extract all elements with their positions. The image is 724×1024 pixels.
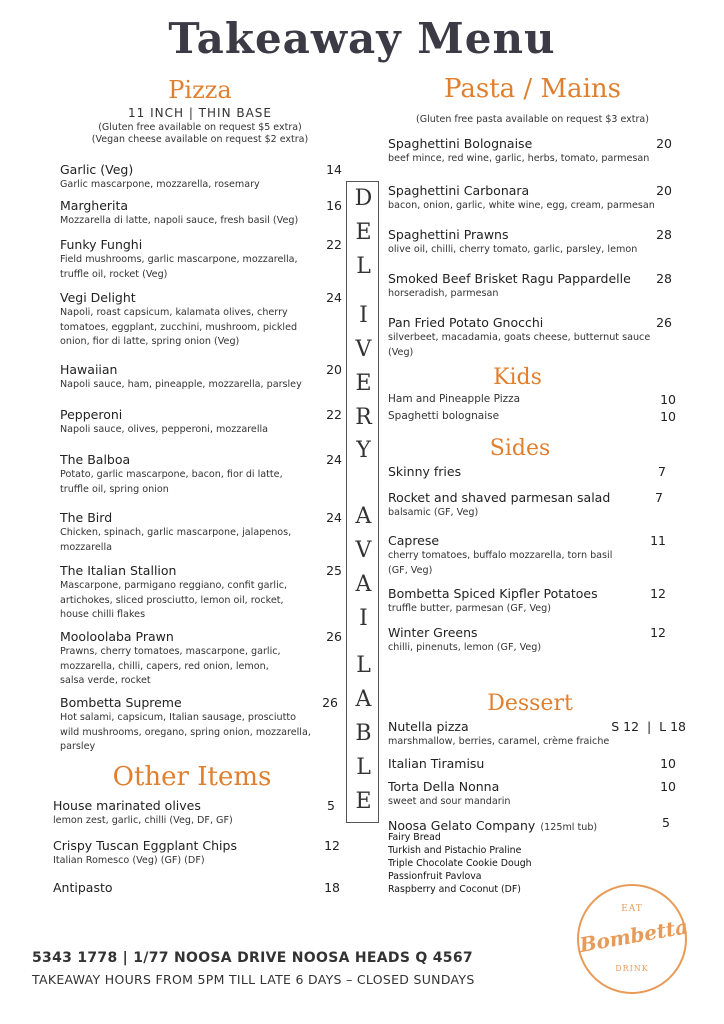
item-price: 16	[326, 198, 342, 213]
item-name: Nutella pizza	[388, 719, 469, 734]
item-price: 26	[326, 629, 342, 644]
banner-letter: L	[356, 653, 371, 678]
item-desc: cherry tomatoes, buffalo mozzarella, torn basil (GF, Veg)	[388, 550, 613, 576]
item-name: Rocket and shaved parmesan salad	[388, 490, 611, 505]
item-name: Italian Tiramisu	[388, 756, 485, 771]
pizza-heading: Pizza	[168, 76, 232, 104]
item-price: 26	[656, 315, 672, 330]
banner-letter: I	[359, 303, 368, 328]
item-name: Vegi Delight	[60, 290, 136, 305]
menu-item	[388, 625, 541, 656]
item-price: 20	[326, 362, 342, 377]
logo-drink: DRINK	[615, 964, 649, 973]
menu-item	[388, 533, 612, 578]
item-name: Funky Funghi	[60, 237, 143, 252]
item-name: Spaghettini Bolognaise	[388, 136, 533, 151]
item-desc: horseradish, parmesan	[388, 288, 499, 299]
menu-item	[60, 237, 298, 282]
bombetta-logo	[577, 884, 690, 994]
banner-letter: A	[355, 687, 372, 712]
item-desc: Napoli, roast capsicum, kalamata olives, cherry tomatoes, eggplant, zucchini, mushroom, pickled onion, fior di latte, spring onion (Veg)	[60, 307, 298, 347]
footer-hours: TAKEAWAY HOURS FROM 5PM TILL LATE 6 DAYS – CLOSED SUNDAYS	[32, 972, 475, 987]
menu-item	[388, 490, 610, 521]
item-desc: Mascarpone, parmigano reggiano, confit garlic, artichokes, sliced prosciutto, lemon oil, rocket, house chilli flakes	[60, 580, 288, 620]
item-desc: Chicken, spinach, garlic mascarpone, jalapenos, mozzarella	[60, 527, 292, 553]
dessert-heading: Dessert	[487, 691, 573, 716]
item-desc: Field mushrooms, garlic mascarpone, mozzarella, truffle oil, rocket (Veg)	[60, 254, 298, 280]
item-price: 25	[326, 563, 342, 578]
item-name: Hawaiian	[60, 362, 118, 377]
item-name: Margherita	[60, 198, 129, 213]
item-name: Spaghettini Prawns	[388, 227, 509, 242]
item-name: Torta Della Nonna	[388, 779, 500, 794]
menu-title: Takeaway Menu	[168, 14, 556, 63]
banner-letter: V	[355, 538, 372, 563]
menu-item	[60, 695, 311, 755]
item-name: Caprese	[388, 533, 440, 548]
menu-item	[388, 756, 484, 771]
menu-item	[60, 198, 298, 229]
item-price: 18	[324, 880, 340, 895]
item-desc: olive oil, chilli, cherry tomato, garlic, parsley, lemon	[388, 244, 638, 255]
menu-item	[60, 290, 297, 350]
item-desc: silverbeet, macadamia, goats cheese, butternut sauce (Veg)	[388, 332, 651, 358]
item-price: S 12 | L 18	[611, 719, 686, 734]
flavour-item: Passionfruit Pavlova	[388, 871, 482, 882]
flavour-item: Fairy Bread	[388, 832, 441, 843]
item-desc: sweet and sour mandarin	[388, 796, 511, 807]
item-name: Antipasto	[53, 880, 113, 895]
menu-item	[60, 510, 291, 555]
item-desc: Prawns, cherry tomatoes, mascarpone, garlic, mozzarella, chilli, capers, red onion, lemon, salsa verde, rocket	[60, 646, 281, 686]
banner-letter: R	[355, 405, 372, 430]
item-price: 14	[326, 162, 342, 177]
item-name: The Bird	[60, 510, 113, 525]
flavour-item: Raspberry and Coconut (DF)	[388, 884, 521, 895]
item-name: Crispy Tuscan Eggplant Chips	[53, 838, 237, 853]
menu-item	[60, 407, 268, 438]
menu-item	[388, 227, 637, 258]
item-desc: Napoli sauce, ham, pineapple, mozzarella, parsley	[60, 379, 302, 390]
sides-heading: Sides	[489, 436, 551, 461]
item-name: Garlic (Veg)	[60, 162, 134, 177]
banner-letter: A	[355, 572, 372, 597]
item-price: 20	[656, 183, 672, 198]
banner-letter: V	[355, 337, 372, 362]
delivery-available-banner	[346, 181, 379, 823]
item-name: Mooloolaba Prawn	[60, 629, 174, 644]
item-name: Ham and Pineapple Pizza	[388, 393, 521, 405]
menu-item	[388, 183, 655, 214]
item-price: 28	[656, 271, 672, 286]
item-price: 12	[650, 625, 666, 640]
banner-letter: B	[355, 721, 372, 746]
item-desc: Hot salami, capsicum, Italian sausage, prosciutto wild mushrooms, oregano, spring onion, mozzarella, parsley	[60, 712, 311, 752]
menu-item	[388, 464, 461, 479]
item-desc: Potato, garlic mascarpone, bacon, fior di latte, truffle oil, spring onion	[60, 469, 283, 495]
item-price: 28	[656, 227, 672, 242]
item-desc: chilli, pinenuts, lemon (GF, Veg)	[388, 642, 542, 653]
banner-letter: D	[354, 186, 373, 211]
logo-name: Bombetta	[577, 914, 690, 958]
banner-letter: E	[355, 371, 372, 396]
pasta-note: (Gluten free pasta available on request $3 extra)	[416, 114, 649, 125]
menu-item	[53, 798, 233, 829]
menu-item	[388, 271, 631, 302]
banner-letter: E	[355, 789, 372, 814]
item-price: 22	[326, 407, 342, 422]
banner-letter: I	[359, 606, 368, 631]
gelato-flavours	[388, 831, 532, 896]
item-name: Smoked Beef Brisket Ragu Pappardelle	[388, 271, 631, 286]
menu-item	[388, 779, 510, 810]
item-desc: Napoli sauce, olives, pepperoni, mozzarella	[60, 424, 269, 435]
menu-item	[60, 162, 260, 193]
item-name: Winter Greens	[388, 625, 478, 640]
item-name: Pepperoni	[60, 407, 123, 422]
gelato-size: (125ml tub)	[540, 822, 598, 833]
item-price: 7	[655, 490, 663, 505]
item-price: 5	[662, 815, 670, 830]
item-price: 22	[326, 237, 342, 252]
pizza-note-vegan: (Vegan cheese available on request $2 extra)	[91, 134, 309, 145]
banner-letter: L	[356, 254, 371, 279]
item-price: 10	[660, 392, 676, 407]
other-items-heading: Other Items	[112, 762, 272, 792]
item-name: Spaghetti bolognaise	[388, 410, 500, 422]
footer-contact: 5343 1778 | 1/77 NOOSA DRIVE NOOSA HEADS Q 4567	[32, 950, 473, 966]
menu-item	[53, 838, 237, 869]
item-name: The Balboa	[60, 452, 131, 467]
banner-letter: Y	[356, 438, 371, 463]
item-price: 26	[322, 695, 338, 710]
item-name: Skinny fries	[388, 464, 462, 479]
item-price: 7	[658, 464, 666, 479]
item-price: 12	[324, 838, 340, 853]
item-desc: bacon, onion, garlic, white wine, egg, cream, parmesan	[388, 200, 655, 211]
item-price: 10	[660, 756, 676, 771]
item-desc: lemon zest, garlic, chilli (Veg, DF, GF)	[53, 815, 233, 826]
item-price: 10	[660, 409, 676, 424]
item-name: Spaghettini Carbonara	[388, 183, 530, 198]
item-desc: Mozzarella di latte, napoli sauce, fresh basil (Veg)	[60, 215, 299, 226]
pasta-heading: Pasta / Mains	[444, 74, 621, 104]
menu-item	[60, 629, 281, 689]
item-desc: truffle butter, parmesan (GF, Veg)	[388, 603, 551, 614]
item-price: 10	[660, 779, 676, 794]
item-price: 20	[656, 136, 672, 151]
flavour-item: Triple Chocolate Cookie Dough	[388, 858, 532, 869]
item-price: 24	[326, 452, 342, 467]
item-name: Noosa Gelato Company	[388, 818, 536, 833]
flavour-item: Turkish and Pistachio Praline	[388, 845, 522, 856]
item-name: House marinated olives	[53, 798, 201, 813]
menu-item	[60, 452, 283, 497]
item-desc: Garlic mascarpone, mozzarella, rosemary	[60, 179, 260, 190]
item-price: 5	[327, 798, 335, 813]
pizza-subheading: 11 INCH | THIN BASE	[128, 106, 272, 120]
item-name: The Italian Stallion	[60, 563, 177, 578]
menu-item	[388, 586, 598, 617]
item-price: 24	[326, 510, 342, 525]
menu-item	[60, 362, 302, 393]
menu-item	[60, 563, 287, 623]
banner-letter: L	[356, 755, 371, 780]
item-price: 11	[650, 533, 666, 548]
menu-item	[53, 880, 113, 895]
logo-eat: EAT	[621, 904, 643, 914]
banner-letter: A	[355, 504, 372, 529]
item-name: Bombetta Spiced Kipfler Potatoes	[388, 586, 598, 601]
item-name: Bombetta Supreme	[60, 695, 182, 710]
kids-heading: Kids	[493, 365, 542, 390]
item-price: 24	[326, 290, 342, 305]
item-desc: Italian Romesco (Veg) (GF) (DF)	[53, 855, 205, 866]
item-desc: beef mince, red wine, garlic, herbs, tomato, parmesan	[388, 153, 650, 164]
menu-item	[388, 315, 650, 360]
menu-item	[388, 136, 649, 167]
item-name: Pan Fried Potato Gnocchi	[388, 315, 544, 330]
item-desc: marshmallow, berries, caramel, crème fraiche	[388, 736, 610, 747]
item-price: 12	[650, 586, 666, 601]
item-desc: balsamic (GF, Veg)	[388, 507, 479, 518]
pizza-note-gluten: (Gluten free available on request $5 extra)	[98, 122, 302, 133]
banner-letter: E	[355, 220, 372, 245]
